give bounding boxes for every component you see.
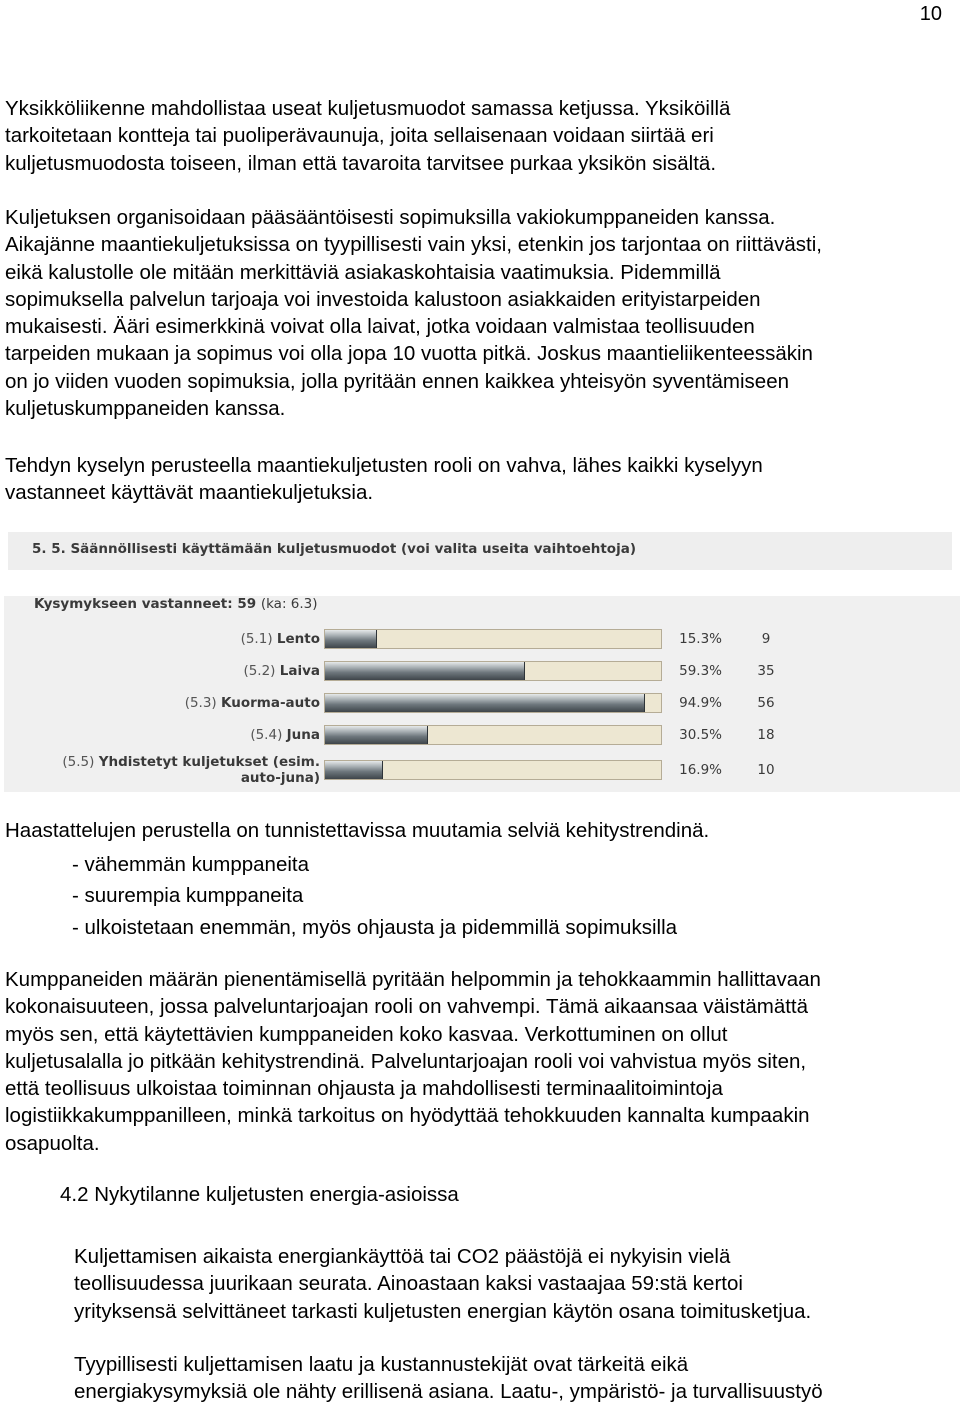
bar-count: 56 <box>757 695 775 711</box>
bar-count: 9 <box>761 631 771 647</box>
bar-name: Lento <box>276 631 320 647</box>
section-heading: 4.2 Nykytilanne kuljetusten energia-asioissa <box>60 1183 459 1206</box>
bar-fill <box>325 630 377 648</box>
chart-title-text: Säännöllisesti käyttämään kuljetusmuodot (voi valita useita vaihtoehtoja) <box>70 541 636 557</box>
text-line: eikä kalustolle ole mitään merkittäviä asiakaskohtaisia vaatimuksia. Pidemmillä <box>5 260 721 284</box>
chart-title-prefix: 5. 5. <box>32 541 66 557</box>
text-line: vastanneet käyttävät maantiekuljetuksia. <box>5 481 374 505</box>
bar-label <box>20 695 320 711</box>
bar-code: (5.3) <box>184 695 217 711</box>
bar-label <box>20 663 320 679</box>
list-item: - ulkoistetaan enemmän, myös ohjausta ja pidemmillä sopimuksilla <box>72 915 678 939</box>
bar-code: (5.1) <box>240 631 273 647</box>
bar-label <box>20 754 320 786</box>
bar-percent: 59.3% <box>679 663 722 679</box>
bar-fill <box>325 761 383 779</box>
respondents-count: Kysymykseen vastanneet: 59 <box>34 596 257 612</box>
text-line: Haastattelujen perustella on tunnistettavissa muutamia selviä kehitystrendinä. <box>5 819 710 842</box>
text-line: tarpeiden mukaan ja sopimus voi olla jopa 10 vuotta pitkä. Joskus maantieliikenteessäkin <box>5 342 813 366</box>
text-line: Aikajänne maantiekuljetuksissa on tyypillisesti vain yksi, etenkin jos tarjontaa on riittävästi, <box>5 233 822 257</box>
text-line: energiakysymyksiä ole nähty erillisenä asiana. Laatu-, ympäristö- ja turvallisuustyö <box>74 1380 823 1404</box>
text-line: yrityksensä selvittäneet tarkasti kuljetusten energian käytön osana toimitusketjua. <box>74 1299 812 1323</box>
bar-fill <box>325 726 428 744</box>
bar-fill <box>325 662 525 680</box>
survey-chart <box>4 596 960 792</box>
chart-title <box>32 541 636 557</box>
bar-track <box>324 661 662 681</box>
text-line: että teollisuus ulkoistaa toiminnan ohjausta ja mahdollisesti terminaalitoimintoja <box>5 1077 723 1101</box>
bar-count: 35 <box>757 663 775 679</box>
bar-code: (5.4) <box>250 727 283 743</box>
list-item: - suurempia kumppaneita <box>72 884 304 908</box>
paragraph-survey <box>5 452 763 507</box>
bar-percent: 94.9% <box>679 695 722 711</box>
bar-track <box>324 760 662 780</box>
bar-code: (5.5) <box>62 754 95 770</box>
text-line: Yksikköliikenne mahdollistaa useat kuljetusmuodot samassa ketjussa. Yksiköillä <box>5 97 731 120</box>
text-line: osapuolta. <box>5 1131 100 1155</box>
text-line: mukaisesti. Ääri esimerkkinä voivat olla laivat, jotka voidaan valmistaa teollisuuden <box>5 315 755 339</box>
text-line: tarkoitetaan kontteja tai puoliperävaunuja, joita sellaisenaan voidaan siirtää eri <box>5 124 714 148</box>
text-line: on jo viiden vuoden sopimuksia, jolla pyritään ennen kaikkea yhteisyön syventämiseen <box>5 369 790 393</box>
bar-label <box>20 727 320 743</box>
bar-name: Laiva <box>279 663 320 679</box>
bar-percent: 16.9% <box>679 762 722 778</box>
text-line: kuljetusalalla jo pitkään kehitystrendinä. Palveluntarjoajan rooli voi vahvistua myös siten, <box>5 1049 807 1073</box>
bar-name: Kuorma-auto <box>221 695 320 711</box>
trend-list <box>72 849 677 943</box>
text-line: kuljetuskumppaneiden kanssa. <box>5 397 286 421</box>
page-number: 10 <box>919 3 942 25</box>
text-line: kuljetusmuodosta toiseen, ilman että tavaroita tarvitsee purkaa yksikön sisältä. <box>5 151 717 175</box>
bar-code: (5.2) <box>243 663 276 679</box>
bar-name-continued: auto-juna) <box>240 770 320 786</box>
paragraph-contracts <box>5 204 822 422</box>
average-label: (ka: 6.3) <box>260 596 318 612</box>
bar-percent: 15.3% <box>679 631 722 647</box>
bar-name: Yhdistetyt kuljetukset (esim. <box>98 754 320 770</box>
paragraph-intermodal <box>5 95 730 177</box>
paragraph-quality <box>74 1351 823 1406</box>
bar-fill <box>325 694 645 712</box>
bar-track <box>324 725 662 745</box>
text-line: Tehdyn kyselyn perusteella maantiekuljetusten rooli on vahva, lähes kaikki kyselyyn <box>5 454 763 477</box>
chart-question-header <box>8 532 952 570</box>
list-item: - vähemmän kumppaneita <box>72 853 310 876</box>
text-line: Kuljetuksen organisoidaan pääsääntöisesti sopimuksilla vakiokumppaneiden kanssa. <box>5 206 776 229</box>
text-line: sopimuksella palvelun tarjoaja voi investoida kalustoon asiakkaiden erityistarpeiden <box>5 287 761 311</box>
bar-track <box>324 693 662 713</box>
bar-label <box>20 631 320 647</box>
text-line: myös sen, että käytettävien kumppaneiden koko kasvaa. Verkottuminen on ollut <box>5 1022 728 1046</box>
text-line: Tyypillisesti kuljettamisen laatu ja kustannustekijät ovat tärkeitä eikä <box>74 1353 689 1376</box>
text-line: kokonaisuuteen, jossa palveluntarjoajan rooli on vahvempi. Tämä aikaansaa väistämättä <box>5 995 809 1019</box>
bar-count: 18 <box>757 727 775 743</box>
bar-name: Juna <box>286 727 320 743</box>
respondents-label <box>34 596 318 612</box>
bar-track <box>324 629 662 649</box>
text-line: Kumppaneiden määrän pienentämisellä pyritään helpommin ja tehokkaammin hallittavaan <box>5 968 821 991</box>
paragraph-partners <box>5 966 821 1157</box>
text-line: logistiikkakumppanilleen, minkä tarkoitus on hyödyttää tehokkuuden kannalta kumpaakin <box>5 1104 810 1128</box>
paragraph-interviews <box>5 817 709 844</box>
text-line: Kuljettamisen aikaista energiankäyttöä tai CO2 päästöjä ei nykyisin vielä <box>74 1245 731 1268</box>
bar-count: 10 <box>757 762 775 778</box>
text-line: teollisuudessa juurikaan seurata. Ainoastaan kaksi vastaajaa 59:stä kertoi <box>74 1272 743 1296</box>
bar-percent: 30.5% <box>679 727 722 743</box>
paragraph-energy <box>74 1243 811 1325</box>
